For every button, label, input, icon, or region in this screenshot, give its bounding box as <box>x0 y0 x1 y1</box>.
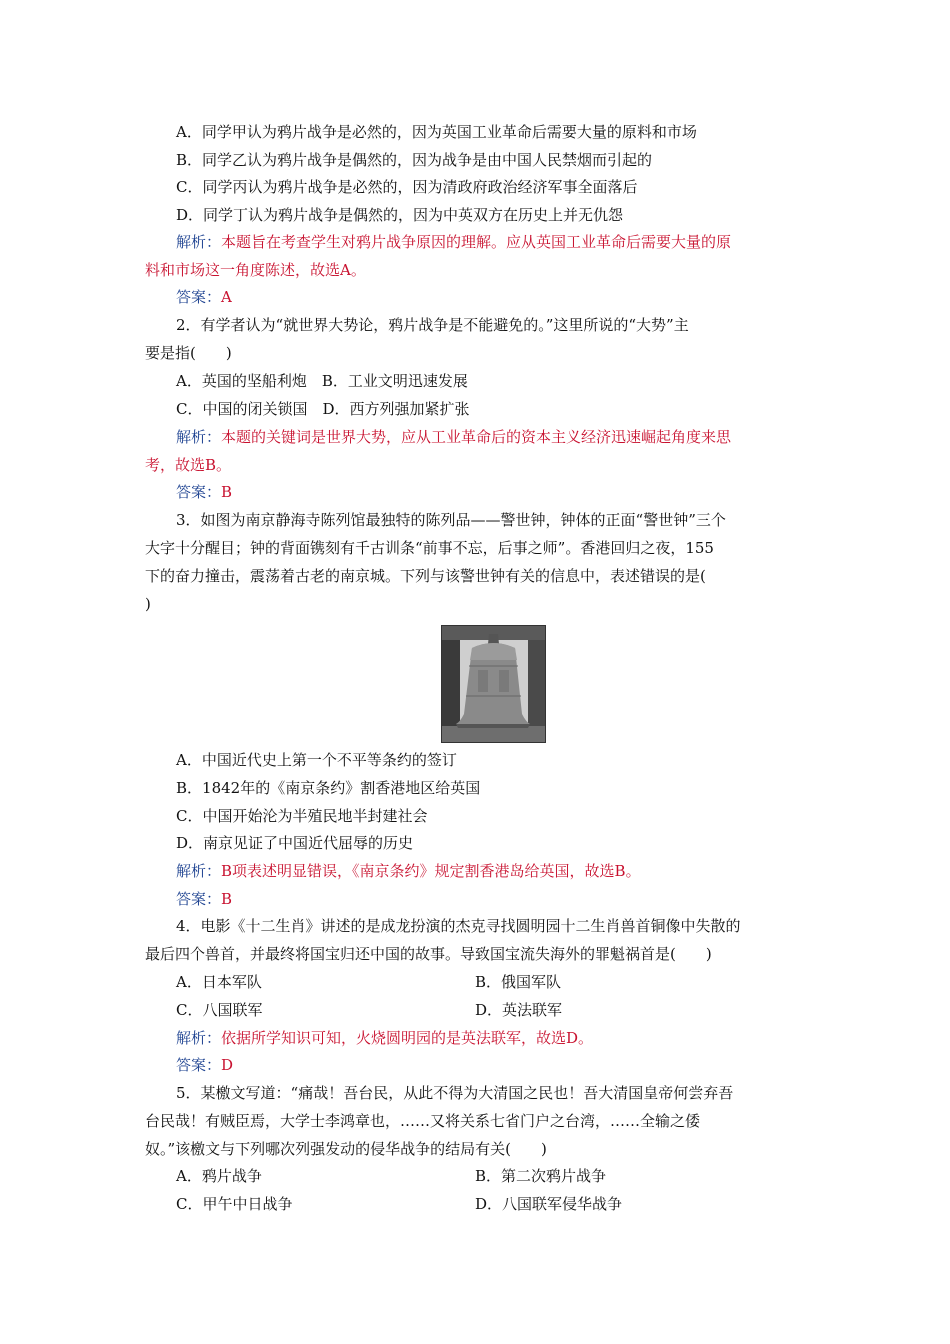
q5-stem-line1: 5．某檄文写道：“痛哉！吾台民，从此不得为大清国之民也！吾大清国皇帝何尝弃吾 <box>176 1084 734 1102</box>
q2-answer <box>176 482 838 502</box>
q2-answer-value: B <box>221 483 233 501</box>
q3-option-d: D．南京见证了中国近代屈辱的历史 <box>176 834 414 852</box>
warning-bell-photo <box>441 625 546 743</box>
q1-option-a: A．同学甲认为鸦片战争是必然的，因为英国工业革命后需要大量的原料和市场 <box>176 123 697 141</box>
q3-option-a: A．中国近代史上第一个不平等条约的签订 <box>176 751 457 769</box>
q2-stem-line1: 2．有学者认为“就世界大势论，鸦片战争是不能避免的。”这里所说的“大势”主 <box>176 316 689 334</box>
q4-stem-line2: 最后四个兽首，并最终将国宝归还中国的故事。导致国宝流失海外的罪魁祸首是( ) <box>145 945 712 963</box>
q1-analysis-line1 <box>176 232 838 252</box>
q3-stem-line4: ) <box>145 595 151 613</box>
q4-options-row2 <box>176 1000 838 1020</box>
q4-analysis-text: 依据所学知识可知，火烧圆明园的是英法联军，故选D。 <box>221 1029 594 1047</box>
q3-analysis-line1 <box>176 861 838 881</box>
q5-option-a: A．鸦片战争 <box>176 1167 262 1185</box>
q2-analysis-line1 <box>176 427 838 447</box>
q4-option-d: D．英法联军 <box>475 1001 563 1019</box>
q4-stem-line1: 4．电影《十二生肖》讲述的是成龙扮演的杰克寻找圆明园十二生肖兽首铜像中失散的 <box>176 917 741 935</box>
q3-stem-line3: 下的奋力撞击，震荡着古老的南京城。下列与该警世钟有关的信息中，表述错误的是( <box>145 567 706 585</box>
q1-answer-value: A <box>221 288 232 306</box>
q4-answer <box>176 1055 838 1075</box>
q1-option-b: B．同学乙认为鸦片战争是偶然的，因为战争是由中国人民禁烟而引起的 <box>176 151 653 169</box>
q3-answer-value: B <box>221 890 233 908</box>
q4-option-b: B．俄国军队 <box>475 973 562 991</box>
q5-options-row2 <box>176 1194 838 1214</box>
q5-stem-line2: 台民哉！有贼臣焉，大学士李鸿章也，……又将关系七省门户之台湾，……全输之倭 <box>145 1112 701 1130</box>
analysis-label: 解析： <box>176 1029 222 1047</box>
answer-label: 答案： <box>176 288 222 306</box>
q5-option-d: D．八国联军侵华战争 <box>475 1195 623 1213</box>
q3-analysis-text: B项表述明显错误，《南京条约》规定割香港岛给英国，故选B。 <box>221 862 641 880</box>
answer-label: 答案： <box>176 1056 222 1074</box>
q4-options-row1 <box>176 972 838 992</box>
q2-analysis-text: 本题的关键词是世界大势，应从工业革命后的资本主义经济迅速崛起角度来思 <box>221 428 732 446</box>
q3-option-c: C．中国开始沦为半殖民地半封建社会 <box>176 807 428 825</box>
q4-analysis-line1 <box>176 1028 838 1048</box>
q5-options-row1 <box>176 1166 838 1186</box>
q3-stem-line1: 3．如图为南京静海寺陈列馆最独特的陈列品——警世钟，钟体的正面“警世钟”三个 <box>176 511 726 529</box>
analysis-label: 解析： <box>176 862 222 880</box>
q3-answer <box>176 889 838 909</box>
q4-option-c: C．八国联军 <box>176 1001 263 1019</box>
answer-label: 答案： <box>176 890 222 908</box>
q1-option-c: C．同学丙认为鸦片战争是必然的，因为清政府政治经济军事全面落后 <box>176 178 638 196</box>
q1-analysis-text: 本题旨在考查学生对鸦片战争原因的理解。应从英国工业革命后需要大量的原 <box>221 233 732 251</box>
q5-option-b: B．第二次鸦片战争 <box>475 1167 607 1185</box>
q2-analysis-line2: 考，故选B。 <box>145 456 232 474</box>
q5-option-c: C．甲午中日战争 <box>176 1195 293 1213</box>
q5-stem-line3: 奴。”该檄文与下列哪次列强发动的侵华战争的结局有关( ) <box>145 1140 547 1158</box>
analysis-label: 解析： <box>176 428 222 446</box>
q2-stem-line2: 要是指( ) <box>145 344 232 362</box>
q3-stem-line2: 大字十分醒目；钟的背面镌刻有千古训条“前事不忘，后事之师”。香港回归之夜，155 <box>145 539 714 557</box>
q1-analysis-line2: 料和市场这一角度陈述，故选A。 <box>145 261 366 279</box>
q1-option-d: D．同学丁认为鸦片战争是偶然的，因为中英双方在历史上并无仇怨 <box>176 206 624 224</box>
analysis-label: 解析： <box>176 233 222 251</box>
q2-options-cd: C．中国的闭关锁国 D．西方列强加紧扩张 <box>176 400 470 418</box>
q4-option-a: A．日本军队 <box>176 973 262 991</box>
q2-options-ab: A．英国的坚船利炮 B．工业文明迅速发展 <box>176 372 468 390</box>
q1-answer <box>176 287 838 307</box>
answer-label: 答案： <box>176 483 222 501</box>
q3-option-b: B．1842年的《南京条约》割香港地区给英国 <box>176 779 481 797</box>
q4-answer-value: D <box>221 1056 234 1074</box>
